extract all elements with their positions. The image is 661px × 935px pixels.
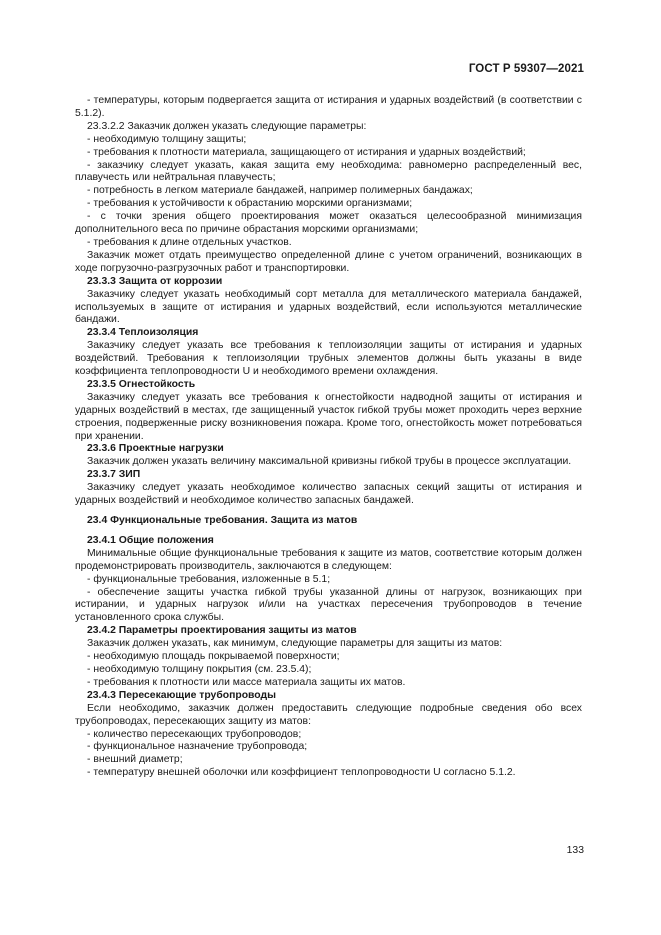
list-item: - требования к длине отдельных участков. [87,236,292,248]
list-item: - с точки зрения общего проектирования может оказаться целесообразной минимизация дополнительного веса по причине обрастания морскими организмами; [75,211,582,236]
list-item: - функциональное назначение трубопровода; [87,741,308,753]
list-item: - температуру внешней оболочки или коэффициент теплопроводности U согласно 5.1.2. [87,767,516,779]
list-item: - потребность в легком материале бандажей, например полимерных бандажах; [87,185,473,197]
paragraph: Заказчик может отдать преимущество определенной длине с учетом ограничений, возникающих в ходе погрузочно-разгрузочных работ и транспортировки. [75,249,582,274]
list-item: - внешний диаметр; [87,754,183,766]
section-heading: 23.3.5 Огнестойкость [87,378,196,390]
section-heading: 23.3.3 Защита от коррозии [87,275,223,287]
section-heading: 23.3.4 Теплоизоляция [87,327,199,339]
list-item: - необходимую толщину защиты; [87,133,247,145]
list-item: - требования к устойчивости к обрастанию морскими организмами; [87,198,413,210]
paragraph: Если необходимо, заказчик должен предоставить следующие подробные сведения обо всех трубопроводах, пересекающих защиту из матов: [75,702,582,727]
list-item: - необходимую толщину покрытия (см. 23.5.4); [87,663,312,675]
section-heading: 23.3.6 Проектные нагрузки [87,443,224,455]
list-item: - необходимую площадь покрываемой поверхности; [87,651,340,663]
list-item: - количество пересекающих трубопроводов; [87,728,302,740]
list-item: - требования к плотности материала, защищающего от истирания и ударных воздействий; [87,146,526,158]
paragraph: Заказчику следует указать необходимое количество запасных секций защиты от истирания и ударных воздействий и необходимое количество запасных бандажей. [75,482,582,507]
paragraph: Заказчик должен указать, как минимум, следующие параметры для защиты из матов: [87,638,503,650]
paragraph: Заказчик должен указать величину максимальной кривизны гибкой трубы в процессе эксплуатации. [87,456,572,468]
section-heading: 23.4.1 Общие положения [87,534,214,546]
paragraph: Минимальные общие функциональные требования к защите из матов, соответствие которым должен продемонстрировать производитель, заключаются в следующем: [75,547,582,572]
section-heading: 23.4.3 Пересекающие трубопроводы [87,689,276,701]
paragraph: Заказчику следует указать все требования к теплоизоляции защиты от истирания и ударных воздействий. Требования к теплоизоляции трубных элементов должны быть указаны в виде коэффициента теплопроводности U и необходимого времени охлаждения. [75,340,582,378]
list-item: - заказчику следует указать, какая защита ему необходима: равномерно распределенный вес, плавучесть или нейтральная плавучесть; [75,159,582,184]
paragraph: Заказчику следует указать все требования к огнестойкости надводной защиты от истирания и ударных воздействий в местах, где защищенный участок гибкой трубы может проходить через верхние строения, подверженные риску возникновения пожара. Кроме того, огнестойкость может потребоваться при хранении. [75,391,582,442]
section-heading: 23.4.2 Параметры проектирования защиты из матов [87,625,357,637]
chapter-heading: 23.4 Функциональные требования. Защита из матов [87,515,358,526]
paragraph: 23.3.2.2 Заказчик должен указать следующие параметры: [87,120,367,132]
paragraph: Заказчику следует указать необходимый сорт металла для металлического материала бандажей, используемых в защите от истирания и ударных воздействий, если используются металлические бандажи. [75,288,582,326]
page-number: 133 [566,845,584,856]
list-item: - функциональные требования, изложенные в 5.1; [87,573,331,585]
list-item: - температуры, которым подвергается защита от истирания и ударных воздействий (в соответствии с 5.1.2). [75,95,582,119]
list-item: - требования к плотности или массе материала защиты их матов. [87,676,406,688]
document-body [75,95,582,780]
document-code-header: ГОСТ Р 59307—2021 [468,63,584,75]
list-item: - обеспечение защиты участка гибкой трубы указанной длины от нагрузок, возникающих при истирании, и ударных нагрузок и/или на участках пересечения трубопроводов в течение установленного срока службы. [75,586,582,624]
section-heading: 23.3.7 ЗИП [87,469,141,481]
